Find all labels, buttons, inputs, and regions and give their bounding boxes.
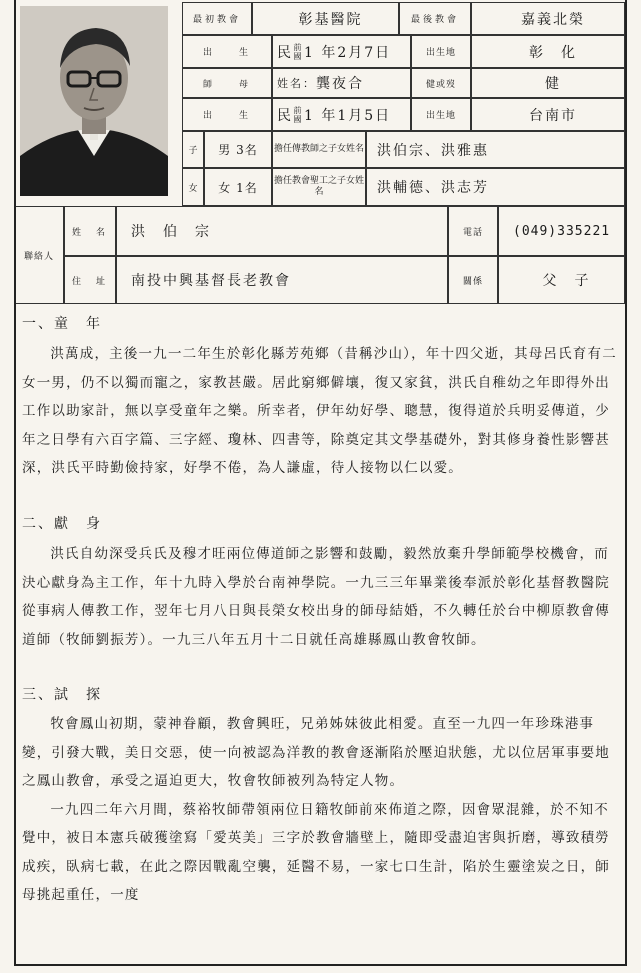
- born-era: 前國: [293, 42, 304, 61]
- birthplace-value: 彰 化: [471, 35, 625, 68]
- sons-role-label: 擔任傳教師之子女姓名: [272, 131, 366, 168]
- section-heading-childhood: 一、童 年: [22, 316, 102, 332]
- paragraph: 洪氏自幼深受兵氏及穆才旺兩位傳道師之影響和鼓勵，毅然放棄升學師範學校機會，而決心獻身為主工作，年十九時入學於台南神學院。一九三三年畢業後奉派於彰化基督教醫院從事病人傳教工作，翌年七月八日與長榮女校出身的師母結婚，不久轉任於台中柳原教會傳道師（牧師劉振芳）。一九三八年五月十二日就任高雄縣鳳山教會牧師。: [22, 546, 610, 648]
- contact-phone-label: 電話: [448, 206, 498, 256]
- paragraph: 一九四二年六月間，蔡裕牧師帶領兩位日籍牧師前來佈道之際，因會眾混雜，於不知不覺中，被日本憲兵破獲塗寫「愛英美」三字於教會牆壁上，隨即受盡迫害與折磨，導致積勞成疾，臥病七載，在此之際因戰亂空襲，延醫不易，一家七口生計，陷於生靈塗炭之日，師母挑起重任，一度: [22, 801, 610, 903]
- contact-name: 洪 伯 宗: [116, 206, 448, 256]
- section-body-trial: [22, 710, 618, 910]
- wife-birthplace-label: 出生地: [411, 98, 471, 131]
- contact-relation: 父 子: [498, 256, 625, 304]
- health-label: 健或歿: [411, 68, 471, 98]
- wife-name: 龔夜合: [316, 76, 364, 92]
- contact-address: 南投中興基督長老教會: [116, 256, 448, 304]
- contact-address-label: 住 址: [64, 256, 116, 304]
- contact-relation-label: 關係: [448, 256, 498, 304]
- wife-label: 師 母: [182, 68, 272, 98]
- wife-name-prefix: 姓名：: [277, 77, 316, 90]
- wife-born-label: 出 生: [182, 98, 272, 131]
- health-value: 健: [471, 68, 625, 98]
- born-label: 出 生: [182, 35, 272, 68]
- sons-count: 男 3名: [204, 131, 272, 168]
- first-church-value: 彰基醫院: [252, 2, 399, 35]
- daughters-role-label: 擔任教會聖工之子女姓名: [272, 168, 366, 206]
- section-heading-trial: 三、試 探: [22, 687, 102, 703]
- last-church-value: 嘉義北榮: [471, 2, 625, 35]
- wife-birthplace-value: 台南市: [471, 98, 625, 131]
- birthplace-label: 出生地: [411, 35, 471, 68]
- wife-born-value: 1 年1月5日: [304, 107, 392, 124]
- contact-name-label: 姓 名: [64, 206, 116, 256]
- section-heading-dedication: 二、獻 身: [22, 516, 102, 532]
- first-church-label: 最初教會: [182, 2, 252, 35]
- paragraph: 洪萬成，主後一九一二年生於彰化縣芳苑鄉（昔稱沙山），年十四父逝，其母呂氏育有二女一男，仍不以獨而寵之，家教甚嚴。居此窮鄉僻壤，復又家貧，洪氏自稚幼之年即得外出工作以助家計，無以享受童年之樂。所幸者，伊年幼好學、聰慧，復得道於兵明妥傳道，少年之日學有六百字篇、三字經、瓊林、四書等，除奠定其文學基礎外，對其修身養性影響甚深，洪氏平時勤儉持家，好學不倦，為人謙虛，待人接物以仁以愛。: [22, 346, 617, 476]
- wife-born-era: 前國: [293, 105, 304, 124]
- born-value: 1 年2月7日: [304, 44, 392, 61]
- daughters-prefix: 女: [182, 168, 204, 206]
- contact-phone: (049)335221: [498, 206, 625, 256]
- last-church-label: 最後教會: [399, 2, 471, 35]
- contact-section-label: 聯絡人: [14, 206, 64, 304]
- daughters-count: 女 1名: [204, 168, 272, 206]
- paragraph: 牧會鳳山初期，蒙神眷顧，教會興旺，兄弟姊妹彼此相愛。直至一九四一年珍珠港事變，引發大戰，美日交惡，使一向被認為洋教的教會逐漸陷於壓迫狀態，尤以位居軍事要地之鳳山教會，承受之逼迫更大，牧會牧師被列為特定人物。: [22, 716, 610, 789]
- wife-born-prefix: 民: [277, 107, 293, 124]
- born-prefix: 民: [277, 44, 293, 61]
- children-label: 子: [182, 131, 204, 168]
- section-body-dedication: [22, 540, 618, 654]
- sons-names: 洪伯宗、洪雅惠: [366, 131, 625, 168]
- section-body-childhood: [22, 340, 618, 483]
- daughters-names: 洪輔德、洪志芳: [366, 168, 625, 206]
